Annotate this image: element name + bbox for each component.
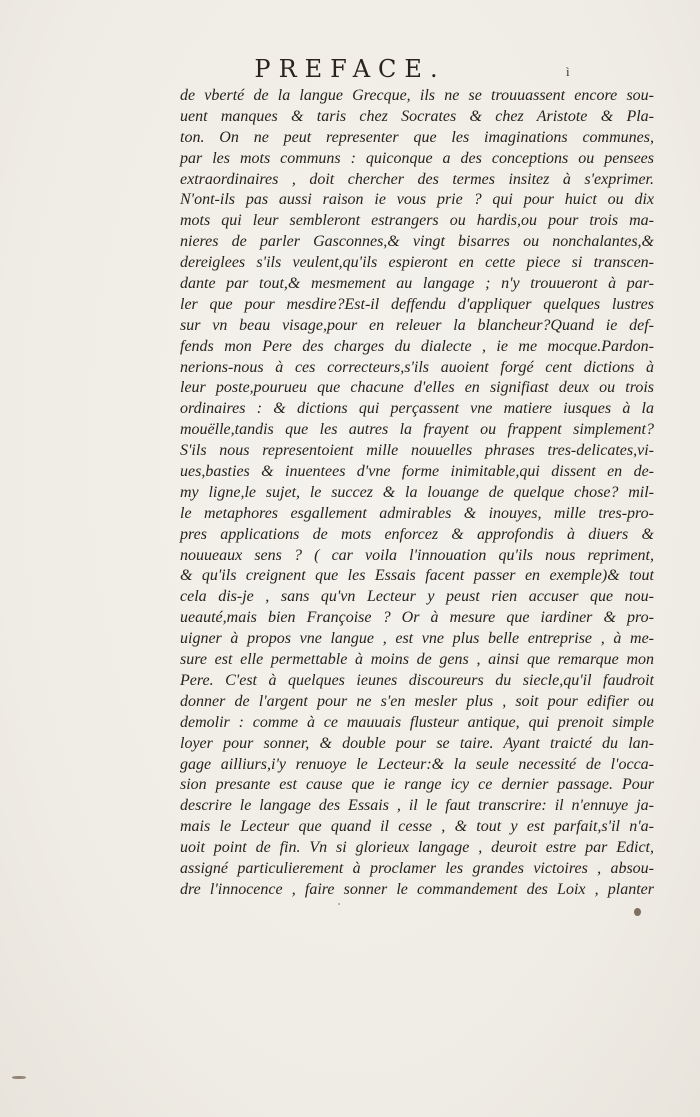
text-line: de vberté de la langue Grecque, ils ne se trouuassent encore sou- bbox=[180, 87, 654, 104]
text-line: dereiglees s'ils veulent,qu'ils espieront en cette piece si transcen- bbox=[180, 254, 654, 272]
text-line: donner de l'argent pour ne s'en mesler plus , soit pour edifier ou bbox=[180, 692, 654, 710]
text-line: uoit point de fin. Vn si glorieux langage , deuroit estre par Edict, bbox=[180, 839, 654, 857]
ink-spot bbox=[338, 903, 340, 905]
text-line: uent manques & taris chez Socrates & chez Aristote & Pla- bbox=[180, 107, 654, 125]
text-line: sur vn beau visage,pour en releuer la blancheur?Quand ie def- bbox=[180, 316, 654, 334]
text-line: gage ailliurs,i'y renuoye le Lecteur:& la seule necessité de l'occa- bbox=[180, 755, 654, 773]
text-line: sure est elle permettable à moins de gens , ainsi que remarque mon bbox=[180, 651, 654, 669]
text-line: ueauté,mais bien Françoise ? Or à mesure que iardiner & pro- bbox=[180, 609, 654, 627]
text-line: assigné particulierement à proclamer les grandes victoires , absou- bbox=[180, 859, 654, 877]
text-line: dre l'innocence , faire sonner le commandement des Loix , planter bbox=[180, 880, 654, 898]
corner-mark: ì bbox=[566, 64, 570, 79]
text-line: cela dis-je , sans qu'vn Lecteur y peust rien accuser que nou- bbox=[180, 588, 654, 606]
text-line: ues,basties & inuentees d'vne forme inimitable,qui dissent en de- bbox=[180, 463, 654, 481]
text-line: my ligne,le sujet, le succez & la louange de quelque chose? mil- bbox=[180, 483, 654, 501]
text-line: nieres de parler Gasconnes,& vingt bisarres ou nonchalantes,& bbox=[180, 233, 654, 251]
text-line: mots qui leur sembleront estrangers ou hardis,ou pour trois ma- bbox=[180, 212, 654, 230]
text-line: fends mon Pere des charges du dialecte , ie me mocque.Pardon- bbox=[180, 337, 654, 355]
text-line: pres applications de mots enforcez & approfondis à diuers & bbox=[180, 525, 654, 543]
text-line: S'ils nous representoient mille nouuelles phrases tres-delicates,vi- bbox=[180, 442, 654, 460]
text-line: uigner à propos vne langue , est vne plus belle entreprise , à me- bbox=[180, 630, 654, 648]
text-line: demolir : comme à ce mauuais flusteur antique, qui prenoit simple bbox=[180, 713, 654, 731]
ink-spot bbox=[12, 1076, 26, 1079]
text-line: N'ont-ils pas aussi raison ie vous prie ? qui pour huict ou dix bbox=[180, 191, 654, 209]
text-line: ordinaires : & dictions qui perçassent vne matiere iusques à la bbox=[180, 400, 654, 418]
text-line: & qu'ils creignent que les Essais facent passer en exemple)& tout bbox=[180, 567, 654, 585]
text-line: le metaphores esgallement admirables & inouyes, mille tres-pro- bbox=[180, 504, 654, 522]
body-text bbox=[180, 86, 654, 901]
text-line: mouëlle,tandis que les autres la frayent ou frappent simplement? bbox=[180, 421, 654, 439]
text-line: par les mots communs : quiconque a des conceptions ou pensees bbox=[180, 149, 654, 167]
ink-spot bbox=[634, 908, 641, 916]
text-line: ler que pour mesdire?Est-il deffendu d'appliquer quelques lustres bbox=[180, 295, 654, 313]
text-line: Pere. C'est à quelques ieunes discoureurs du siecle,qu'il faudroit bbox=[180, 671, 654, 689]
text-line: loyer pour sonner, & double pour se taire. Ayant traicté du lan- bbox=[180, 734, 654, 752]
text-line: dante par tout,& mesmement au langage ; n'y trouueront à par- bbox=[180, 275, 654, 293]
text-line: sion presante est cause que ie range icy ce dernier passage. Pour bbox=[180, 776, 654, 794]
text-line: extraordinaires , doit chercher des termes insitez à s'exprimer. bbox=[180, 170, 654, 188]
text-line: mais le Lecteur que quand il cesse , & tout y est parfait,s'il n'a- bbox=[180, 818, 654, 836]
text-line: nerions-nous à ces correcteurs,s'ils auoient forgé cent dictions à bbox=[180, 358, 654, 376]
running-title: PREFACE. bbox=[254, 55, 446, 83]
text-line: nouueaux sens ? ( car voila l'innouation qu'ils nous repriment, bbox=[180, 546, 654, 564]
text-line: ton. On ne peut representer que les imaginations communes, bbox=[180, 128, 654, 146]
text-line: descrire le langage des Essais , il le faut transcrire: il n'ennuye ja- bbox=[180, 797, 654, 815]
text-line: leur poste,pourueu que chacune d'elles en signifiast deux ou trois bbox=[180, 379, 654, 397]
